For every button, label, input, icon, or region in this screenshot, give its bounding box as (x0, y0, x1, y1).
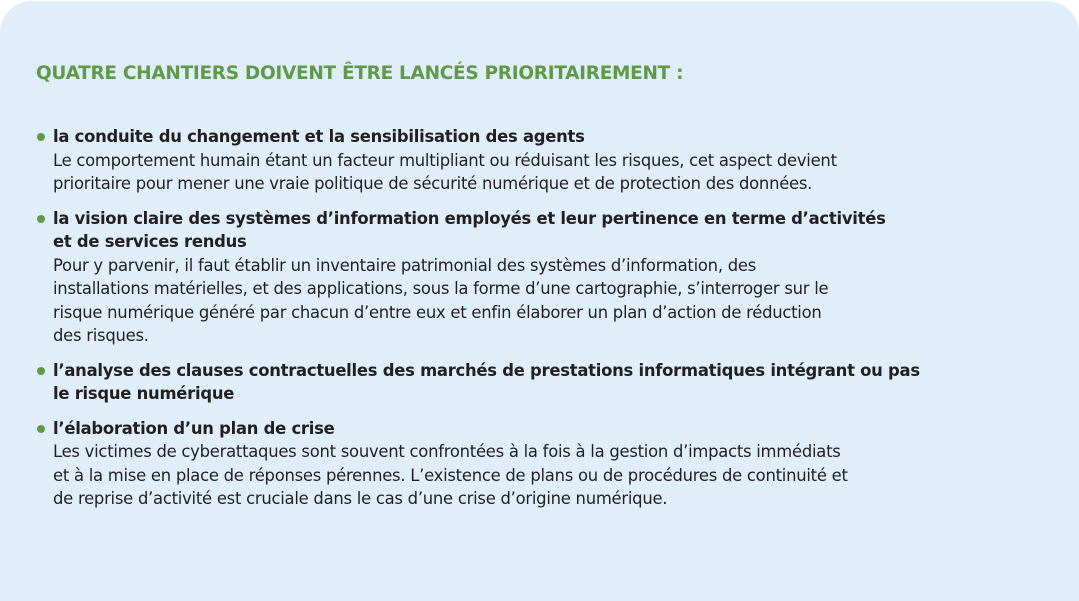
item-title-line: la vision claire des systèmes d’information employés et leur pertinence en terme d’activités (53, 208, 886, 228)
item-title (53, 417, 1056, 441)
priority-list (36, 125, 1056, 521)
list-item (36, 417, 1056, 511)
section-heading: QUATRE CHANTIERS DOIVENT ÊTRE LANCÉS PRIORITAIREMENT : (36, 63, 684, 84)
bullet-dot-icon (37, 133, 45, 141)
item-desc-line: de reprise d’activité est cruciale dans le cas d’une crise d’origine numérique. (53, 489, 668, 508)
item-desc-line: prioritaire pour mener une vraie politique de sécurité numérique et de protection des données. (53, 174, 813, 193)
list-item (36, 359, 1056, 406)
info-panel (0, 1, 1079, 601)
bullet-dot-icon (37, 367, 45, 375)
bullet-dot-icon (37, 215, 45, 223)
list-item (36, 207, 1056, 348)
item-desc-line: des risques. (53, 326, 149, 345)
item-title (53, 125, 1056, 149)
item-description (53, 149, 1056, 196)
item-title-line: le risque numérique (53, 384, 235, 403)
item-title (53, 359, 1056, 406)
item-title-line: et de services rendus (53, 232, 247, 251)
item-desc-line: Le comportement humain étant un facteur multipliant ou réduisant les risques, cet aspect devient (53, 150, 837, 170)
item-desc-line: risque numérique généré par chacun d’entre eux et enfin élaborer un plan d’action de réduction (53, 302, 822, 322)
item-title-line: la conduite du changement et la sensibilisation des agents (53, 127, 585, 146)
item-title-line: l’analyse des clauses contractuelles des marchés de prestations informatiques intégrant ou pas (53, 360, 920, 380)
item-title (53, 207, 1056, 254)
item-title-line: l’élaboration d’un plan de crise (53, 418, 335, 438)
item-desc-line: et à la mise en place de réponses pérennes. L’existence de plans ou de procédures de continuité et (53, 465, 848, 485)
item-desc-line: Pour y parvenir, il faut établir un inventaire patrimonial des systèmes d’information, des (53, 255, 757, 275)
item-desc-line: installations matérielles, et des applications, sous la forme d’une cartographie, s’interroger sur le (53, 279, 829, 298)
item-description (53, 254, 1056, 348)
item-description (53, 440, 1056, 511)
item-desc-line: Les victimes de cyberattaques sont souvent confrontées à la fois à la gestion d’impacts immédiats (53, 442, 841, 461)
list-item (36, 125, 1056, 196)
bullet-dot-icon (37, 425, 45, 433)
